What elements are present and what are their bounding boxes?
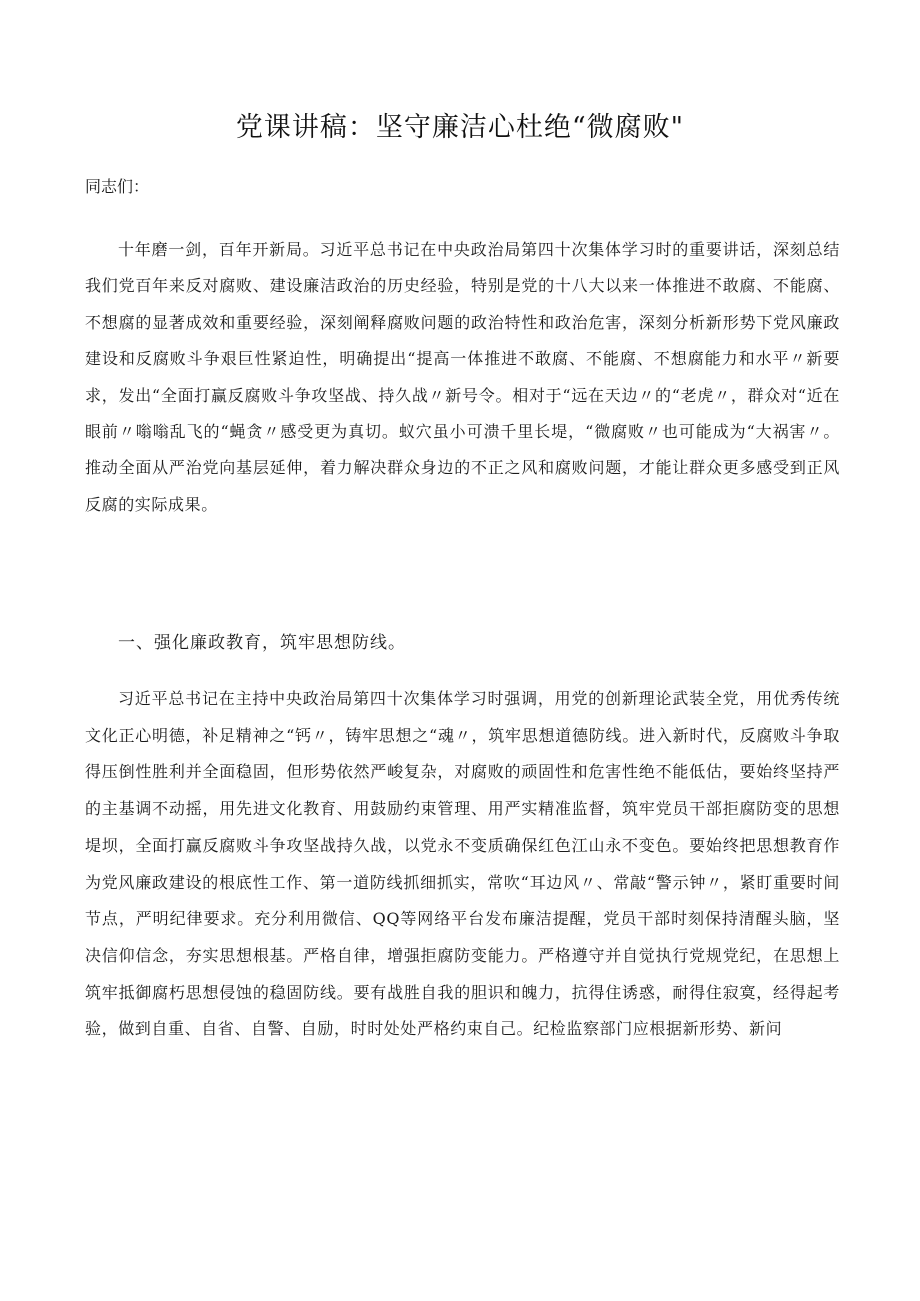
document-title: 党课讲稿：坚守廉洁心杜绝“微腐败" [235,112,685,143]
section-heading-1: 一、强化廉政教育，筑牢思想防线。 [118,633,406,653]
paragraph-intro: 十年磨一剑，百年开新局。习近平总书记在中央政治局第四十次集体学习时的重要讲话，深刻总结我们党百年来反对腐败、建设廉洁政治的历史经验，特别是党的十八大以来一体推进不敢腐、不能腐、不想腐的显著成效和重要经验，深刻阐释腐败问题的政治特性和政治危害，深刻分析新形势下党风廉政建设和反腐败斗争艰巨性紧迫性，明确提出“提高一体推进不敢腐、不能腐、不想腐能力和水平〃新要求，发出“全面打赢反腐败斗争攻坚战、持久战〃新号令。相对于“远在天边〃的“老虎〃，群众对“近在眼前〃嗡嗡乱飞的“蝇贪〃感受更为真切。蚁穴虽小可溃千里长堤，“微腐败〃也可能成为“大祸害〃。推动全面从严治党向基层延伸，着力解决群众身边的不正之风和腐败问题，才能让群众更多感受到正风反腐的实际成果。 [85,240,840,514]
salutation: 同志们： [85,177,150,196]
paragraph-section-1: 习近平总书记在主持中央政治局第四十次集体学习时强调，用党的创新理论武装全党，用优秀传统文化正心明德，补足精神之“钙〃，铸牢思想之“魂〃，筑牢思想道德防线。进入新时代，反腐败斗争取得压倒性胜利并全面稳固，但形势依然严峻复杂，对腐败的顽固性和危害性绝不能低估，要始终坚持严的主基调不动摇，用先进文化教育、用鼓励约束管理、用严实精准监督，筑牢党员干部拒腐防变的思想堤坝，全面打赢反腐败斗争攻坚战持久战，以党永不变质确保红色江山永不变色。要始终把思想教育作为党风廉政建设的根底性工作、第一道防线抓细抓实，常吹“耳边风〃、常敲“警示钟〃，紧盯重要时间节点，严明纪律要求。充分利用微信、QQ等网络平台发布廉洁提醒，党员干部时刻保持清醒头脑，坚决信仰信念，夯实思想根基。严格自律，增强拒腐防变能力。严格遵守并自觉执行党规党纪，在思想上筑牢抵御腐朽思想侵蚀的稳固防线。要有战胜自我的胆识和魄力，抗得住诱惑，耐得住寂寞，经得起考验，做到自重、自省、自警、自励，时时处处严格约束自己。纪检监察部门应根据新形势、新问 [85,689,840,1039]
